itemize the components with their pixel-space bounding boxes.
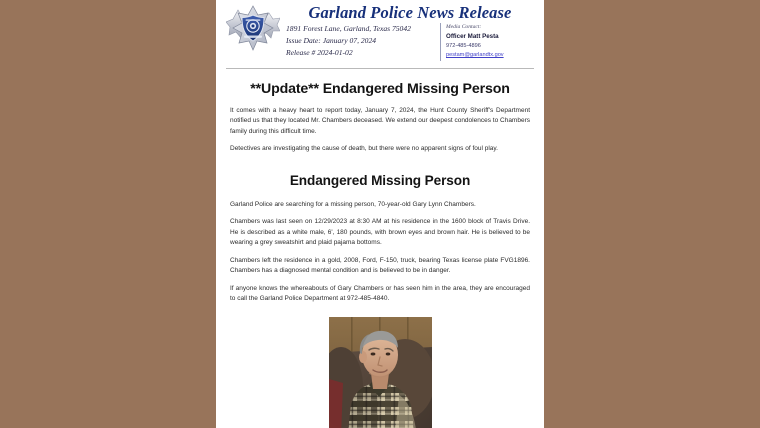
update-headline: **Update** Endangered Missing Person <box>250 80 510 97</box>
letterhead-columns <box>286 23 534 60</box>
release-body <box>226 81 534 428</box>
original-release-subhead: Endangered Missing Person <box>289 172 471 188</box>
page-content <box>216 0 544 428</box>
news-release-page <box>216 0 544 428</box>
missing-person-photo <box>329 317 432 428</box>
update-paragraph: Detectives are investigating the cause of death, but there were no apparent signs of foul play. <box>230 145 498 153</box>
release-paragraph: Garland Police are searching for a missing person, 70-year-old Gary Lynn Chambers. <box>230 200 476 208</box>
letterhead <box>226 4 534 61</box>
letterhead-text <box>286 4 534 61</box>
media-contact-label: Media Contact: <box>446 24 482 31</box>
photo-row <box>230 317 530 428</box>
media-contact-phone: 972-485-4896 <box>446 43 481 50</box>
masthead-title: Garland Police News Release <box>308 3 512 22</box>
letterhead-divider <box>226 68 534 69</box>
media-contact-email-link[interactable]: pestam@garlandtx.gov <box>446 52 504 59</box>
release-number-line: Release # 2024-01-02 <box>286 48 353 58</box>
media-contact-block <box>446 23 534 60</box>
release-paragraph: Chambers was last seen on 12/29/2023 at 8:30 AM at his residence in the 1600 block of Travis Drive. He is described as a white male, 6', 180 pounds, with brown eyes and brown hair. He is believed to be wearing a grey sweatshirt and plaid pajama bottoms. <box>230 218 530 247</box>
release-paragraph: Chambers left the residence in a gold, 2008, Ford, F-150, truck, bearing Texas license plate FVG1896. Chambers has a diagnosed mental condition and is believed to be in danger. <box>230 256 530 275</box>
police-badge-icon <box>226 5 280 51</box>
agency-address-block <box>286 23 441 60</box>
address-line: 1891 Forest Lane, Garland, Texas 75042 <box>286 24 411 34</box>
release-paragraph: If anyone knows the whereabouts of Gary Chambers or has seen him in the area, they are encouraged to call the Garland Police Department at 972-485-4840. <box>230 284 530 303</box>
update-paragraph: It comes with a heavy heart to report today, January 7, 2024, the Hunt County Sheriff's Department notified us that they located Mr. Chambers deceased. We extend our deepest condolences to Chambers family during this difficult time. <box>230 106 530 135</box>
issue-date-line: Issue Date: January 07, 2024 <box>286 36 377 46</box>
media-contact-name: Officer Matt Pesta <box>446 33 499 41</box>
